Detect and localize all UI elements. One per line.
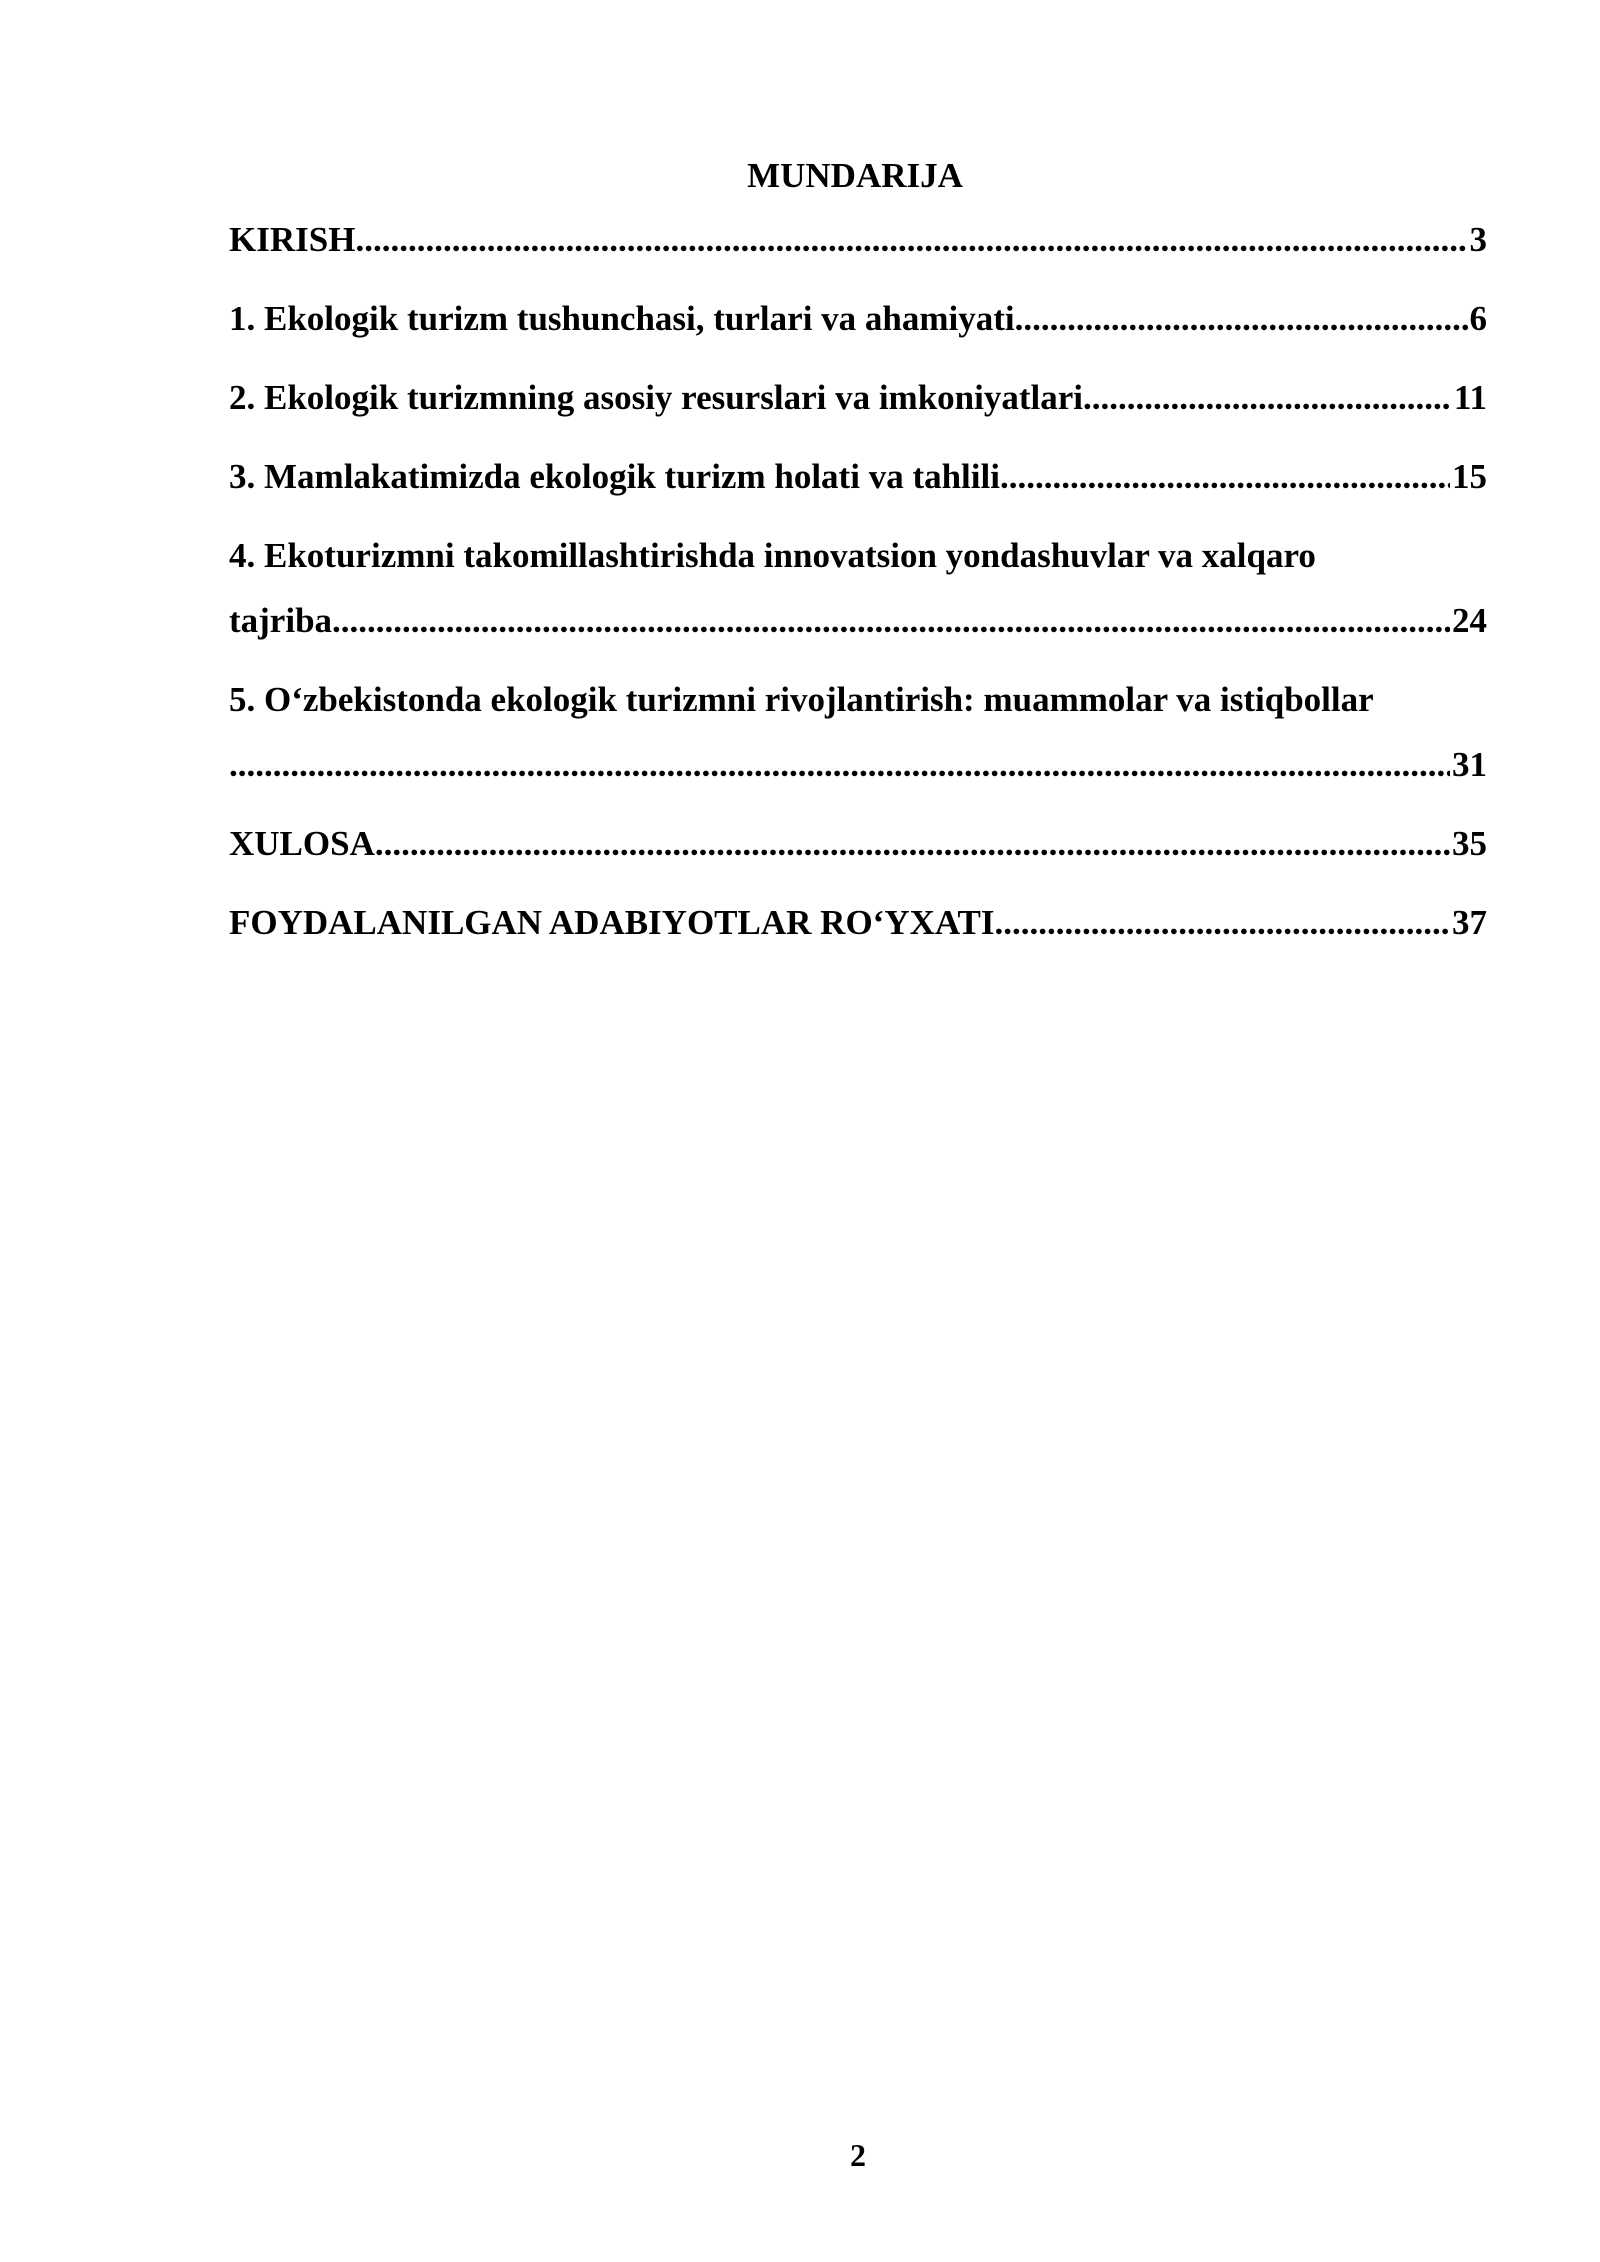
- toc-entry-xulosa[interactable]: [229, 818, 1487, 870]
- toc-entry-chapter-5[interactable]: [229, 674, 1487, 791]
- toc-title: MUNDARIJA: [747, 156, 963, 195]
- toc-entry-chapter-4[interactable]: [229, 530, 1487, 647]
- toc-leader-dots: [1000, 451, 1450, 503]
- page-number: 2: [850, 2137, 866, 2173]
- toc-leader-dots: [1083, 372, 1452, 424]
- toc-page-number: 24: [1452, 601, 1487, 640]
- toc-page-number: 35: [1452, 824, 1487, 863]
- toc-entry-references[interactable]: [229, 897, 1487, 949]
- toc-entry-chapter-2[interactable]: [229, 372, 1487, 424]
- toc-page-number: 15: [1452, 457, 1487, 496]
- toc-entry-text: XULOSA: [229, 824, 375, 863]
- toc-page-number: 6: [1469, 299, 1487, 338]
- toc-leader-dots: [229, 739, 1450, 791]
- toc-entry-text-line1: 5. O‘zbekistonda ekologik turizmni rivojlantirish: muammolar va istiqbollar: [229, 680, 1374, 719]
- toc-page-number: 3: [1469, 220, 1487, 259]
- toc-entry-text: KIRISH: [229, 220, 356, 259]
- toc-entry-text-line2: tajriba: [229, 601, 333, 640]
- toc-entry-last-line: [229, 595, 1487, 647]
- toc-entry-text: 1. Ekologik turizm tushunchasi, turlari va ahamiyati: [229, 299, 1015, 338]
- toc-leader-dots: [1015, 293, 1468, 345]
- toc-entry-text: FOYDALANILGAN ADABIYOTLAR RO‘YXATI: [229, 903, 995, 942]
- toc-entry-chapter-1[interactable]: [229, 293, 1487, 345]
- toc-leader-dots: [995, 897, 1450, 949]
- toc-page-number: 37: [1452, 903, 1487, 942]
- toc-entry-chapter-3[interactable]: [229, 451, 1487, 503]
- toc-leader-dots: [375, 818, 1450, 870]
- toc-leader-dots: [332, 595, 1450, 647]
- toc-leader-dots: [355, 214, 1467, 266]
- toc-page-number: 11: [1453, 378, 1487, 417]
- toc-entry-text-line1: 4. Ekoturizmni takomillashtirishda innovatsion yondashuvlar va xalqaro: [229, 536, 1316, 575]
- table-of-contents: [229, 214, 1487, 976]
- toc-entry-text: 2. Ekologik turizmning asosiy resurslari va imkoniyatlari: [229, 378, 1083, 417]
- toc-entry-kirish[interactable]: [229, 214, 1487, 266]
- toc-entry-last-line: [229, 739, 1487, 791]
- toc-entry-text: 3. Mamlakatimizda ekologik turizm holati va tahlili: [229, 457, 1000, 496]
- toc-page-number: 31: [1452, 745, 1487, 784]
